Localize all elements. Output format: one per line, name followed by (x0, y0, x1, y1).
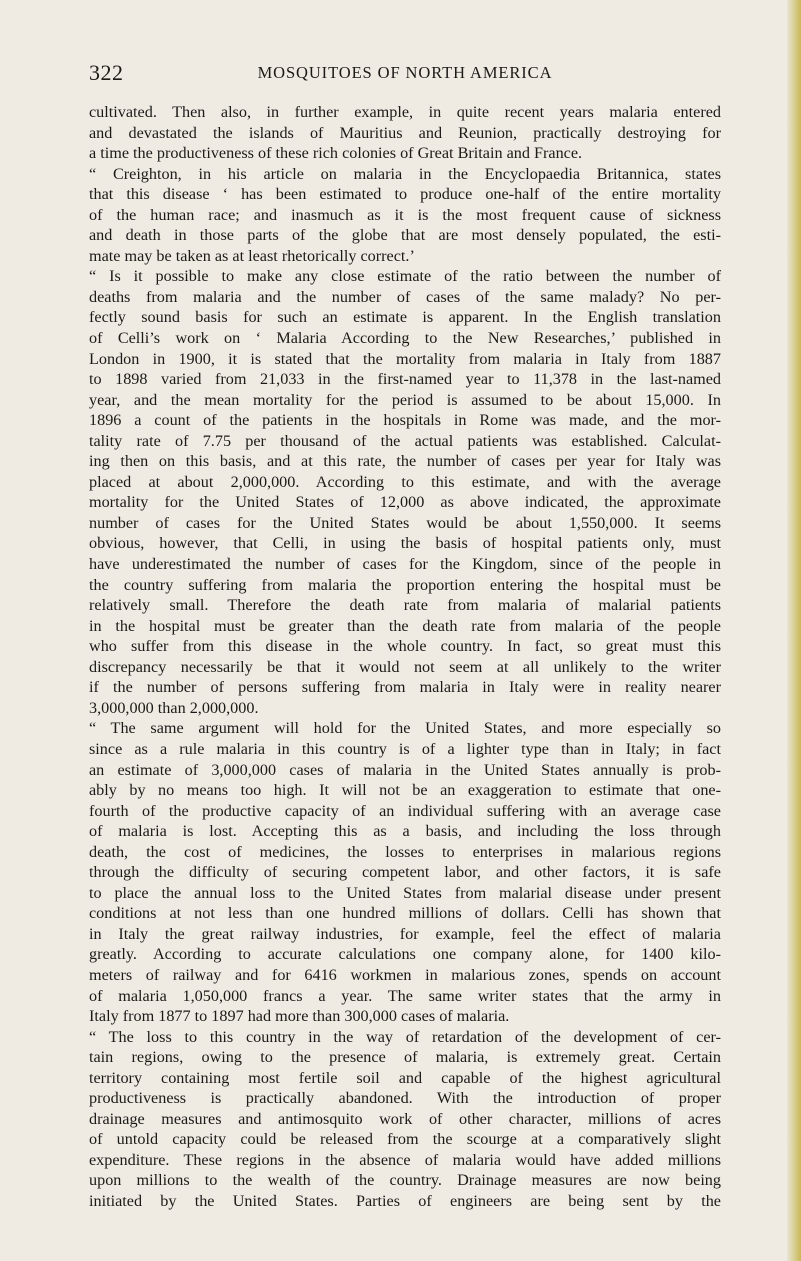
text-line: and devastated the islands of Mauritius and Reunion, practically destroying for (89, 123, 721, 142)
text-line: expenditure. These regions in the absence of malaria would have added millions (89, 1150, 721, 1169)
text-line: Italy from 1877 to 1897 had more than 300,000 cases of malaria. (89, 1007, 510, 1026)
text-line: obvious, however, that Celli, in using the basis of hospital patients only, must (89, 534, 721, 553)
text-line: initiated by the United States. Parties of engineers are being sent by the (89, 1191, 721, 1210)
text-line: of malaria 1,050,000 francs a year. The same writer states that the army in (89, 986, 721, 1005)
text-line: that this disease ‘ has been estimated to produce one-half of the entire mortality (89, 185, 721, 204)
text-line: meters of railway and for 6416 workmen in malarious zones, spends on account (89, 965, 721, 984)
text-line: greatly. According to accurate calculations one company alone, for 1400 kilo- (89, 945, 721, 964)
text-line: in the hospital must be greater than the death rate from malaria of the people (89, 616, 721, 635)
text-line: to 1898 varied from 21,033 in the first-named year to 11,378 in the last-named (89, 370, 721, 389)
text-line: cultivated. Then also, in further example, in quite recent years malaria entered (89, 103, 721, 121)
text-line: “ The loss to this country in the way of retardation of the development of cer- (89, 1027, 721, 1046)
text-line: death, the cost of medicines, the losses to enterprises in malarious regions (89, 842, 721, 861)
text-line: London in 1900, it is stated that the mortality from malaria in Italy from 1887 (89, 349, 721, 368)
text-line: fourth of the productive capacity of an individual suffering with an average case (89, 801, 721, 820)
text-line: have underestimated the number of cases for the Kingdom, since of the people in (89, 555, 721, 574)
text-line: since as a rule malaria in this country is of a lighter type than in Italy; in fact (89, 739, 721, 758)
text-line: through the difficulty of securing competent labor, and other factors, it is safe (89, 863, 721, 882)
text-line: relatively small. Therefore the death rate from malaria of malarial patients (89, 596, 721, 615)
text-line: tain regions, owing to the presence of malaria, is extremely great. Certain (89, 1048, 721, 1067)
text-line: 1896 a count of the patients in the hospitals in Rome was made, and the mor- (89, 411, 721, 430)
text-line: of Celli’s work on ‘ Malaria According to the New Researches,’ published in (89, 329, 721, 348)
text-line: “ The same argument will hold for the United States, and more especially so (89, 719, 721, 738)
text-line: mate may be taken as at least rhetorically correct.’ (89, 246, 415, 265)
text-line: placed at about 2,000,000. According to this estimate, and with the average (89, 472, 721, 491)
text-line: ably by no means too high. It will not be an exaggeration to estimate that one- (89, 781, 721, 800)
running-head: MOSQUITOES OF NORTH AMERICA (257, 63, 553, 82)
text-line: tality rate of 7.75 per thousand of the actual patients was established. Calculat- (89, 431, 721, 450)
text-line: year, and the mean mortality for the period is assumed to be about 15,000. In (89, 390, 721, 409)
text-line: ing then on this basis, and at this rate, the number of cases per year for Italy was (89, 452, 721, 471)
page-header (89, 60, 721, 86)
text-line: if the number of persons suffering from malaria in Italy were in reality nearer (89, 678, 721, 697)
text-line: of untold capacity could be released from the scourge at a comparatively slight (89, 1130, 721, 1149)
text-line: of malaria is lost. Accepting this as a basis, and including the loss through (89, 822, 721, 841)
text-line: who suffer from this disease in the whole country. In fact, so great must this (89, 637, 721, 656)
text-line: 3,000,000 than 2,000,000. (89, 698, 259, 717)
text-line: “ Is it possible to make any close estimate of the ratio between the number of (89, 267, 721, 286)
text-line: upon millions to the wealth of the country. Drainage measures are now being (89, 1171, 721, 1190)
text-line: to place the annual loss to the United States from malarial disease under present (89, 883, 721, 902)
text-line: territory containing most fertile soil and capable of the highest agricultural (89, 1068, 721, 1087)
text-line: a time the productiveness of these rich colonies of Great Britain and France. (89, 144, 583, 163)
body-text (89, 102, 721, 1212)
text-line: number of cases for the United States would be about 1,550,000. It seems (89, 513, 721, 532)
text-line: deaths from malaria and the number of cases of the same malady? No per- (89, 287, 721, 306)
text-line: “ Creighton, in his article on malaria in the Encyclopaedia Britannica, states (89, 164, 721, 183)
text-line: drainage measures and antimosquito work of other character, millions of acres (89, 1109, 721, 1128)
page-edge-shadow (787, 0, 801, 1261)
page-number: 322 (89, 60, 124, 85)
text-line: of the human race; and inasmuch as it is the most frequent cause of sickness (89, 205, 721, 224)
text-line: mortality for the United States of 12,000 as above indicated, the approximate (89, 493, 721, 512)
text-line: and death in those parts of the globe that are most densely populated, the esti- (89, 226, 721, 245)
text-line: discrepancy necessarily be that it would not seem at all unlikely to the writer (89, 657, 721, 676)
text-line: the country suffering from malaria the proportion entering the hospital must be (89, 575, 721, 594)
text-line: productiveness is practically abandoned. With the introduction of proper (89, 1089, 721, 1108)
text-line: an estimate of 3,000,000 cases of malaria in the United States annually is prob- (89, 760, 721, 779)
text-line: conditions at not less than one hundred millions of dollars. Celli has shown that (89, 904, 721, 923)
text-line: fectly sound basis for such an estimate is apparent. In the English translation (89, 308, 721, 327)
text-line: in Italy the great railway industries, for example, feel the effect of malaria (89, 924, 721, 943)
